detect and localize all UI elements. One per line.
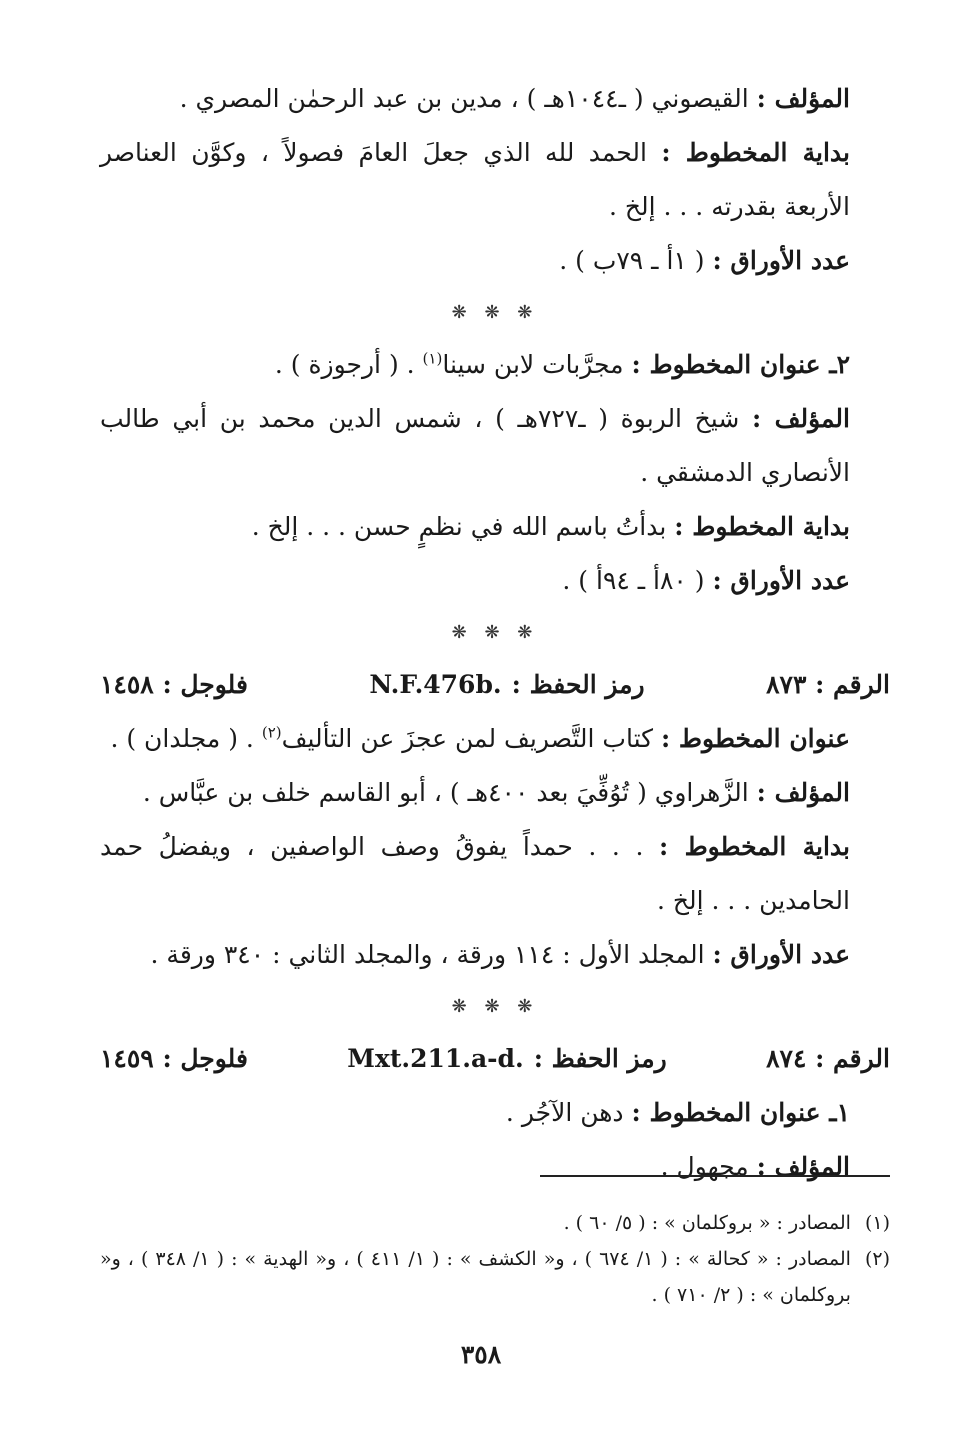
entry-a-leaves (100, 234, 890, 288)
title-suffix: . ( أرجوزة ) . (274, 350, 415, 379)
record-873-leaves (100, 928, 890, 982)
leaves-value: ( ١أ ـ ٧٩ب ) . (559, 246, 705, 275)
leaves-value: ( ٨٠أ ـ ٩٤أ ) . (562, 566, 705, 595)
author-value: شيخ الربوة ( ـ٧٢٧هـ ) ، شمس الدين محمد بن أبي طالب الأنصاري الدمشقي . (100, 404, 850, 487)
record-873-title (100, 712, 890, 766)
footnotes (100, 1205, 890, 1313)
entry-b-leaves (100, 554, 890, 608)
record-873-author (100, 766, 890, 820)
shelf-code-value: N.F.476b. (369, 670, 502, 699)
flugel-label: فلوجل : (162, 1044, 248, 1073)
footnote-1 (100, 1205, 890, 1241)
beginning-label: بداية المخطوط : (661, 138, 850, 167)
shelf-code (347, 1032, 666, 1086)
record-number-value: ٨٧٤ (766, 1044, 807, 1073)
record-number-label: الرقم : (815, 670, 890, 699)
beginning-value: بدأتُ باسم الله في نظمٍ حسن . . . إلخ . (251, 512, 667, 541)
entry-a-beginning (100, 126, 890, 234)
author-label: المؤلف : (756, 778, 850, 807)
footnote-2 (100, 1241, 890, 1313)
footnote-ref: (١) (422, 349, 443, 368)
record-874-title (100, 1086, 890, 1140)
entry-b-title (100, 338, 890, 392)
title-label: عنوان المخطوط : (660, 724, 850, 753)
footnote-text: المصادر : « كحالة » : ( ١/ ٦٧٤ ) ، و« الكشف » : ( ١/ ٤١١ ) ، و« الهدية » : ( ١/ ٣٤٨ ) ، و« بروكلمان » : ( ٢/ ٧١٠ ) . (100, 1248, 851, 1306)
author-value: القيصوني ( ـ١٠٤٤هـ ) ، مدين بن عبد الرحمٰن المصري . (179, 84, 749, 113)
entry-b-beginning (100, 500, 890, 554)
leaves-label: عدد الأوراق : (712, 566, 850, 595)
beginning-label: بداية المخطوط : (674, 512, 850, 541)
author-value: الزَّهراوي ( تُوُفِّيَ بعد ٤٠٠هـ ) ، أبو القاسم خلف بن عبَّاس . (142, 778, 749, 807)
footnote-rule (540, 1175, 890, 1177)
record-874-author (100, 1140, 890, 1194)
flugel-value: ١٤٥٨ (100, 670, 154, 699)
flugel-value: ١٤٥٩ (100, 1044, 154, 1073)
author-label: المؤلف : (756, 1152, 850, 1181)
shelf-code (369, 658, 644, 712)
author-label: المؤلف : (751, 404, 850, 433)
flugel-label: فلوجل : (162, 670, 248, 699)
footnote-text: المصادر : « بروكلمان » : ( ٥/ ٦٠ ) . (563, 1212, 851, 1234)
author-value: مجهول . (660, 1152, 749, 1181)
entry-a-author (100, 72, 890, 126)
leaves-value: المجلد الأول : ١١٤ ورقة ، والمجلد الثاني : ٣٤٠ ورقة . (150, 940, 705, 969)
record-874-header (100, 1032, 890, 1086)
record-873-beginning (100, 820, 890, 928)
title-value: دهن الآجُر . (505, 1098, 624, 1127)
record-number-label: الرقم : (815, 1044, 890, 1073)
footnote-ref: (٢) (261, 723, 282, 742)
shelf-code-label: رمز الحفظ : (533, 1044, 667, 1073)
leaves-label: عدد الأوراق : (712, 246, 850, 275)
flugel-number (100, 1032, 248, 1086)
title-label: ١ـ عنوان المخطوط : (631, 1098, 850, 1127)
beginning-value: . . . حمداً يفوقُ وصف الواصفين ، ويفضلُ حمد الحامدين . . . إلخ . (100, 832, 850, 915)
shelf-code-label: رمز الحفظ : (511, 670, 645, 699)
author-label: المؤلف : (756, 84, 850, 113)
record-number-value: ٨٧٣ (766, 670, 807, 699)
beginning-value: الحمد لله الذي جعلَ العامَ فصولاً ، وكوَّن العناصر الأربعة بقدرته . . . إلخ . (100, 138, 850, 221)
leaves-label: عدد الأوراق : (712, 940, 850, 969)
entry-b-author (100, 392, 890, 500)
title-label: ٢ـ عنوان المخطوط : (631, 350, 850, 379)
section-separator: ❋ ❋ ❋ (451, 302, 539, 323)
flugel-number (100, 658, 248, 712)
beginning-label: بداية المخطوط : (659, 832, 850, 861)
record-number (766, 658, 890, 712)
footnote-number: (٢) (864, 1248, 890, 1270)
title-value: مجرَّبات لابن سينا (442, 350, 624, 379)
record-873-header (100, 658, 890, 712)
title-suffix: . ( مجلدان ) . (110, 724, 254, 753)
title-value: كتاب التَّصريف لمن عجزَ عن التأليف (281, 724, 654, 753)
section-separator: ❋ ❋ ❋ (451, 622, 539, 643)
shelf-code-value: Mxt.211.a-d. (347, 1044, 524, 1073)
record-number (766, 1032, 890, 1086)
page-number: ٣٥٨ (460, 1340, 502, 1369)
section-separator: ❋ ❋ ❋ (451, 996, 539, 1017)
main-text (100, 72, 890, 1194)
footnote-number: (١) (864, 1212, 890, 1234)
